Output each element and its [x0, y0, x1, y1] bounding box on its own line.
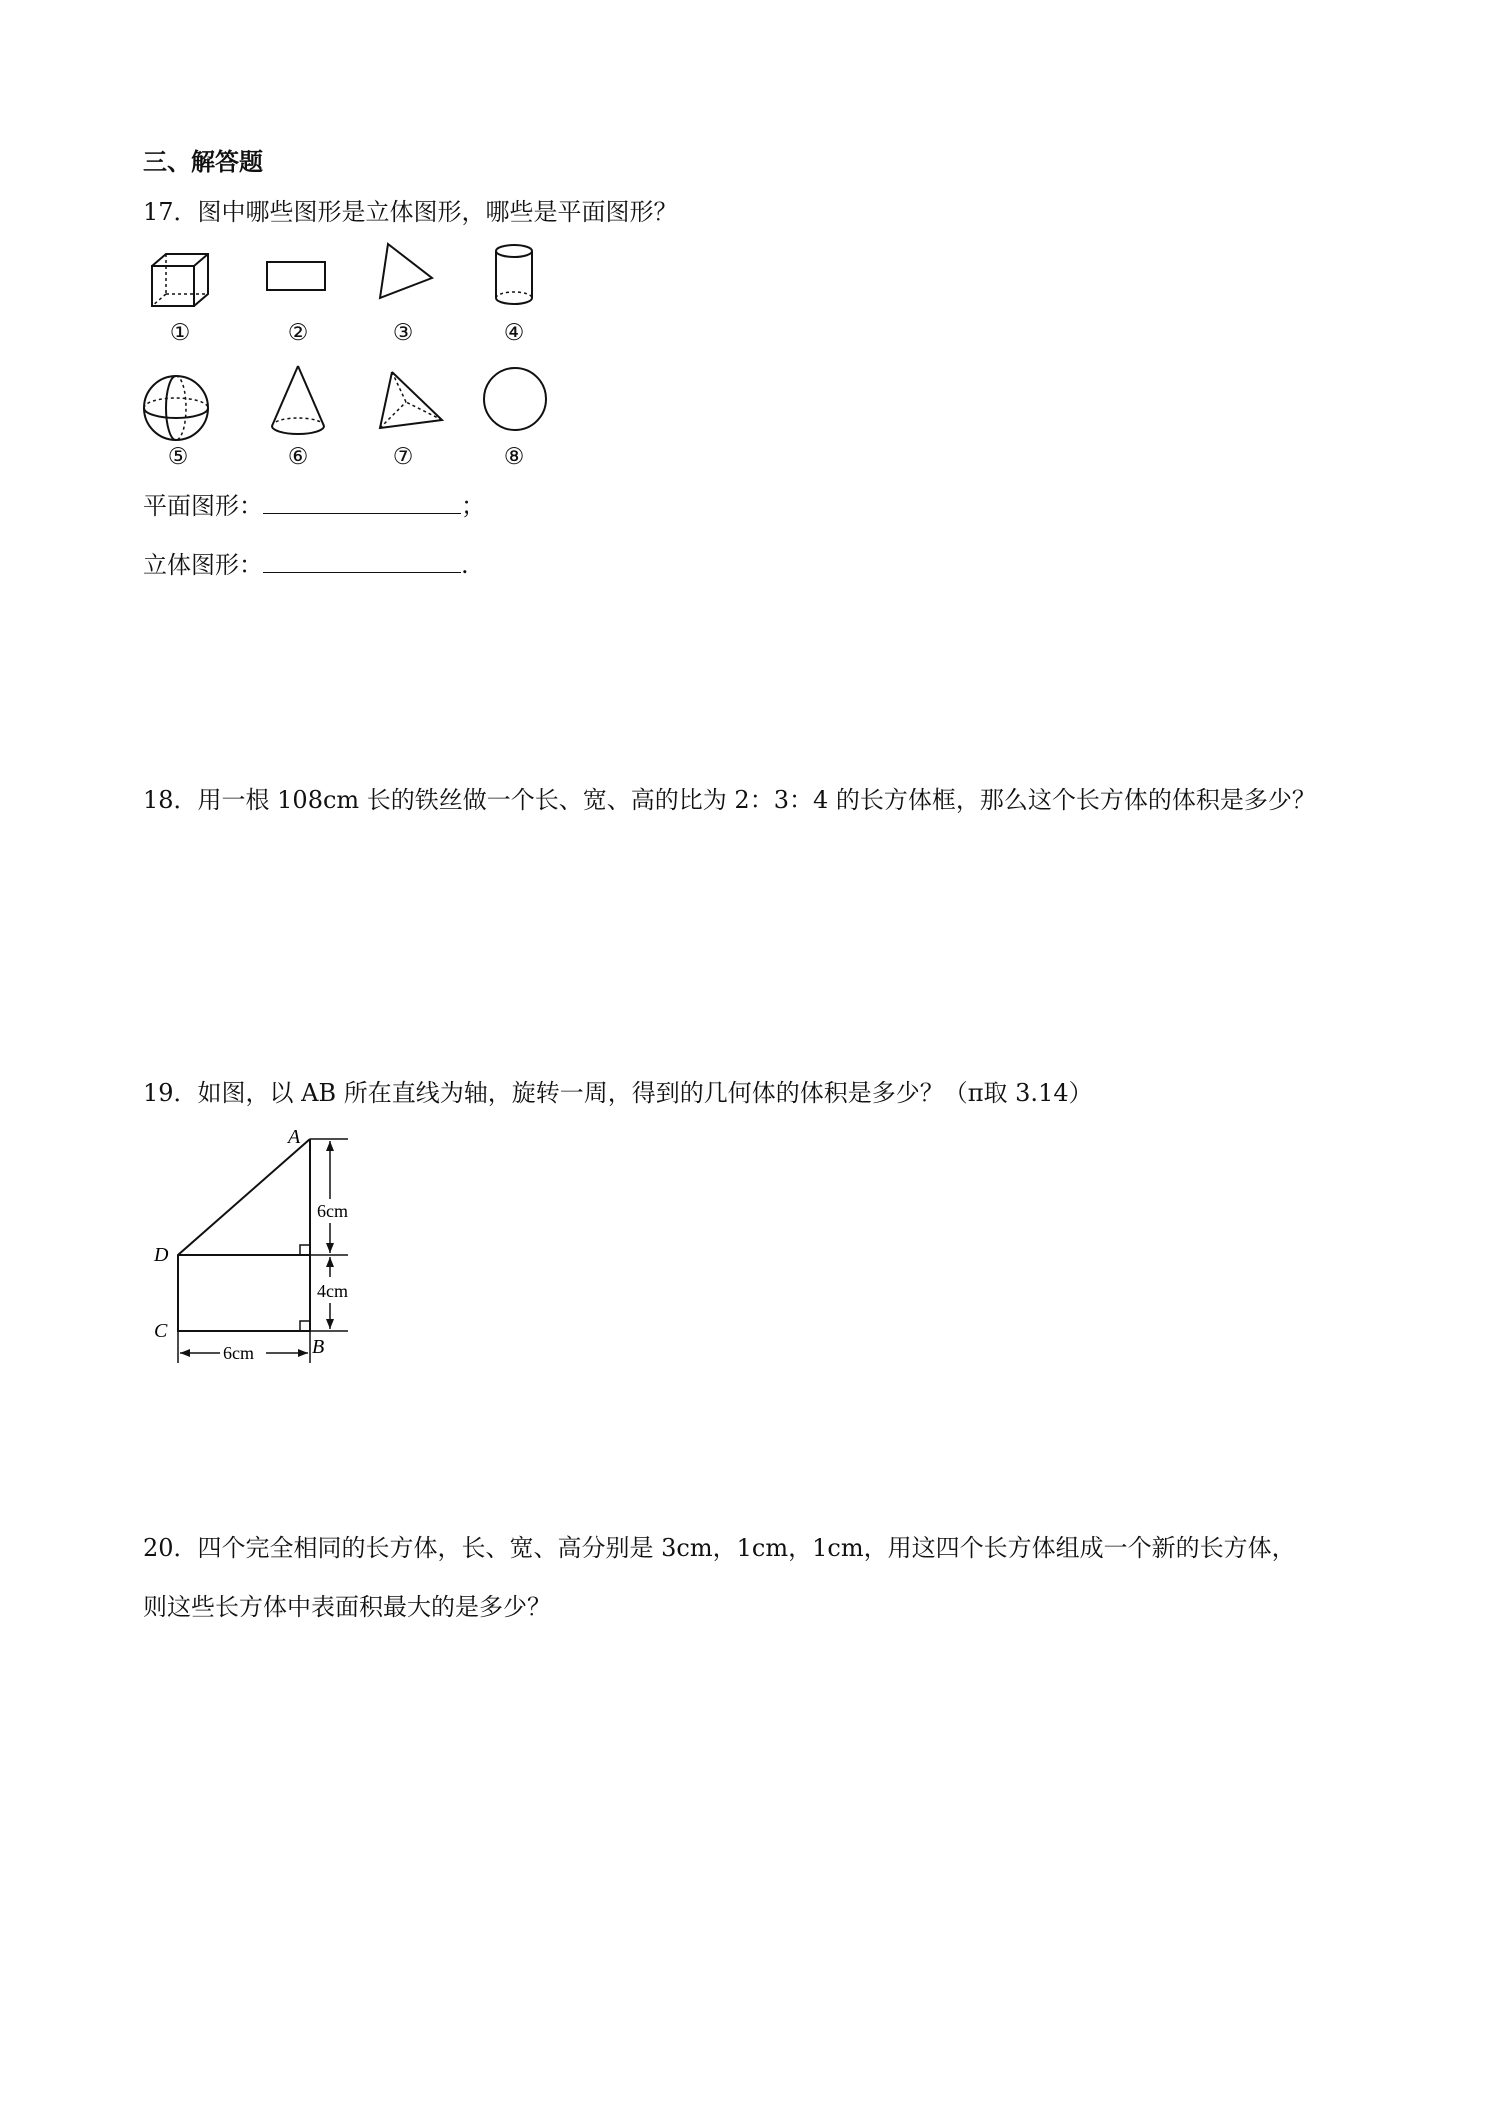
shape-label-1: ① [169, 320, 191, 346]
plane-label: 平面图形： [143, 492, 263, 520]
question-17: 17．图中哪些图形是立体图形，哪些是平面图形？ [143, 198, 678, 226]
sphere-icon [140, 372, 212, 444]
cube-icon [148, 250, 214, 310]
trapezoid-figure [140, 1125, 380, 1375]
shape-label-8: ⑧ [503, 444, 525, 470]
cone-icon [268, 362, 328, 440]
shape-label-5: ⑤ [167, 444, 189, 470]
label-A: A [288, 1126, 301, 1148]
question-19: 19．如图，以 AB 所在直线为轴，旋转一周，得到的几何体的体积是多少？（π取 3.14） [143, 1079, 1093, 1107]
question-20-line1: 20．四个完全相同的长方体，长、宽、高分别是 3cm，1cm，1cm，用这四个长方体组成一个新的长方体， [143, 1534, 1296, 1562]
solid-blank[interactable] [263, 550, 461, 573]
shape-label-3: ③ [392, 320, 414, 346]
solid-end: . [461, 551, 469, 579]
dim-upper: 6cm [317, 1201, 348, 1221]
rectangle-icon [265, 258, 329, 294]
question-18: 18．用一根 108cm 长的铁丝做一个长、宽、高的比为 2：3：4 的长方体框，那么这个长方体的体积是多少？ [143, 786, 1316, 814]
label-B: B [312, 1336, 325, 1358]
label-C: C [154, 1320, 168, 1342]
solid-label: 立体图形： [143, 551, 263, 579]
plane-figures-answer [143, 491, 485, 521]
shape-label-7: ⑦ [392, 444, 414, 470]
dim-bottom: 6cm [223, 1343, 254, 1363]
tetrahedron-icon [376, 368, 446, 434]
question-20-line2: 则这些长方体中表面积最大的是多少？ [143, 1593, 551, 1621]
dim-lower: 4cm [317, 1281, 348, 1301]
plane-blank[interactable] [263, 491, 461, 514]
shape-label-6: ⑥ [287, 444, 309, 470]
shape-label-4: ④ [503, 320, 525, 346]
solid-figures-answer [143, 550, 469, 580]
plane-end: ； [461, 492, 485, 520]
section-title: 三、解答题 [143, 148, 263, 176]
circle-icon [480, 364, 550, 434]
label-D: D [154, 1244, 169, 1266]
triangle-icon [376, 240, 436, 302]
shape-label-2: ② [287, 320, 309, 346]
cylinder-icon [490, 242, 538, 308]
